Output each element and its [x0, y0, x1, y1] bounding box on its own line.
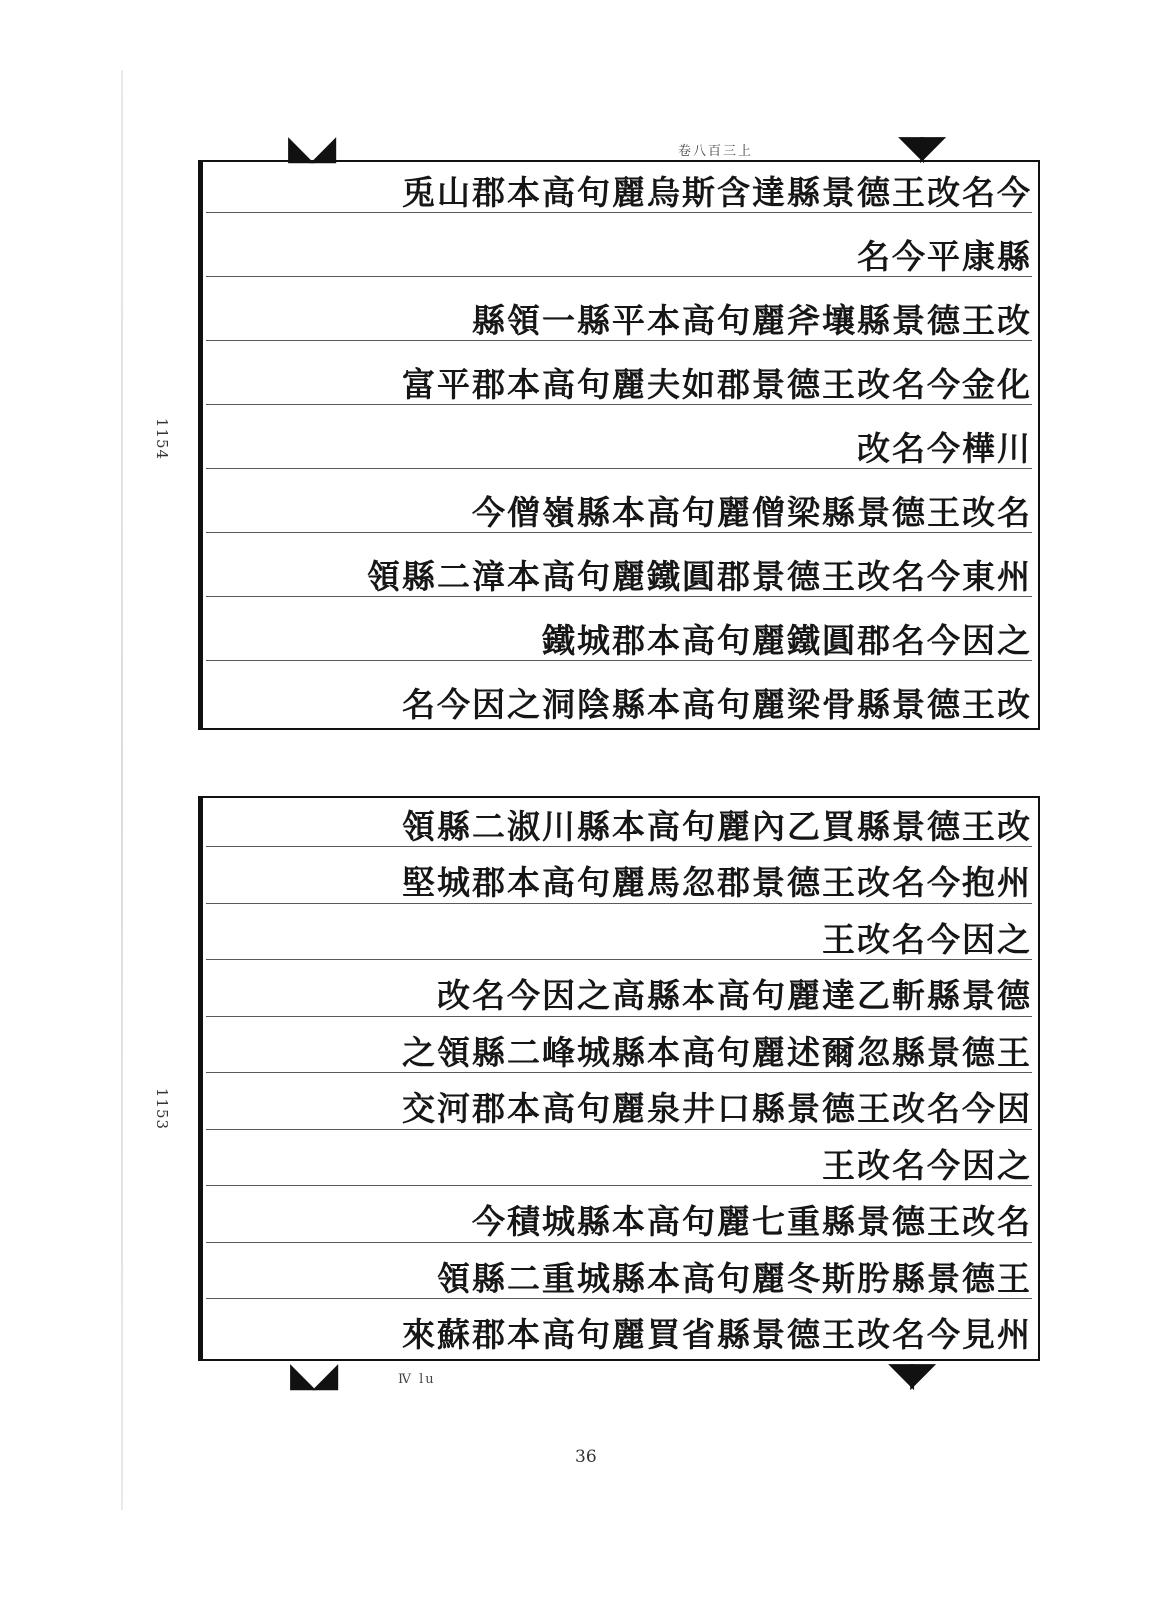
text-column: [206, 168, 1032, 213]
text-column-content: 之領縣二峰城縣本高句麗述爾忽縣景德王: [402, 1032, 1032, 1072]
text-column: [206, 488, 1032, 533]
page-number: 36: [575, 1447, 597, 1467]
text-column-content: 堅城郡本高句麗馬忽郡景德王改名今抱州: [402, 863, 1032, 903]
text-column: [206, 1254, 1032, 1299]
fishtail-ornament-right-lower: ◥◤: [888, 1355, 933, 1395]
lower-text-columns: [206, 802, 1032, 1355]
binding-gutter-line: [121, 70, 123, 1510]
text-column-content: 領縣二漳本高句麗鐵圓郡景德王改名今東州: [367, 556, 1032, 596]
text-column: [206, 972, 1032, 1017]
text-column: [206, 1141, 1032, 1186]
text-column-content: 領縣二淑川縣本高句麗內乙買縣景德王改: [402, 806, 1032, 846]
text-column-content: 鐵城郡本高句麗鐵圓郡名今因之: [542, 620, 1032, 660]
lower-scanned-page: [198, 796, 1040, 1395]
fishtail-ornament-left-lower: ◣◢: [290, 1355, 335, 1395]
text-column-content: 今僧嶺縣本高句麗僧梁縣景德王改名: [472, 492, 1032, 532]
text-column: [206, 424, 1032, 469]
text-column: [206, 1311, 1032, 1355]
text-column: [206, 680, 1032, 724]
text-column: [206, 616, 1032, 661]
text-column-content: 縣領一縣平本高句麗斧壤縣景德王改: [472, 300, 1032, 340]
text-column: [206, 859, 1032, 904]
fishtail-ornament-left: ◣◢: [288, 128, 333, 168]
text-column: [206, 232, 1032, 277]
text-column-content: 富平郡本高句麗夫如郡景德王改名今金化: [402, 364, 1032, 404]
upper-text-columns: [206, 168, 1032, 724]
upper-scanned-page: [198, 130, 1040, 730]
text-column-content: 兎山郡本高句麗烏斯含達縣景德王改名今: [402, 172, 1032, 212]
text-column: [206, 360, 1032, 405]
lower-marginalia: Ⅳ lu: [398, 1372, 436, 1387]
text-column-content: 交河郡本高句麗泉井口縣景德王改名今因: [402, 1089, 1032, 1129]
text-column-content: 改名今因之高縣本高句麗達乙斬縣景德: [437, 976, 1032, 1016]
text-column: [206, 1028, 1032, 1073]
text-column: [206, 1198, 1032, 1243]
text-column: [206, 802, 1032, 847]
text-column: [206, 296, 1032, 341]
text-column-content: 改名今樺川: [857, 428, 1032, 468]
upper-margin-page-number: 1154: [153, 417, 172, 461]
lower-margin-page-number: 1153: [153, 1087, 172, 1131]
text-column: [206, 915, 1032, 960]
text-column-content: 王改名今因之: [822, 919, 1032, 959]
fishtail-ornament-right: ◥◤: [898, 128, 943, 168]
text-column-content: 名今因之洞陰縣本高句麗梁骨縣景德王改: [402, 684, 1032, 724]
text-column-content: 今積城縣本高句麗七重縣景德王改名: [472, 1202, 1032, 1242]
text-column-content: 名今平康縣: [857, 236, 1032, 276]
text-column-content: 領縣二重城縣本高句麗冬斯肹縣景德王: [437, 1258, 1032, 1298]
upper-marginalia: 卷八百三上: [678, 144, 754, 159]
text-column-content: 來蘇郡本高句麗買省縣景德王改名今見州: [402, 1315, 1032, 1355]
text-column: [206, 1085, 1032, 1130]
text-column: [206, 552, 1032, 597]
text-column-content: 王改名今因之: [822, 1145, 1032, 1185]
